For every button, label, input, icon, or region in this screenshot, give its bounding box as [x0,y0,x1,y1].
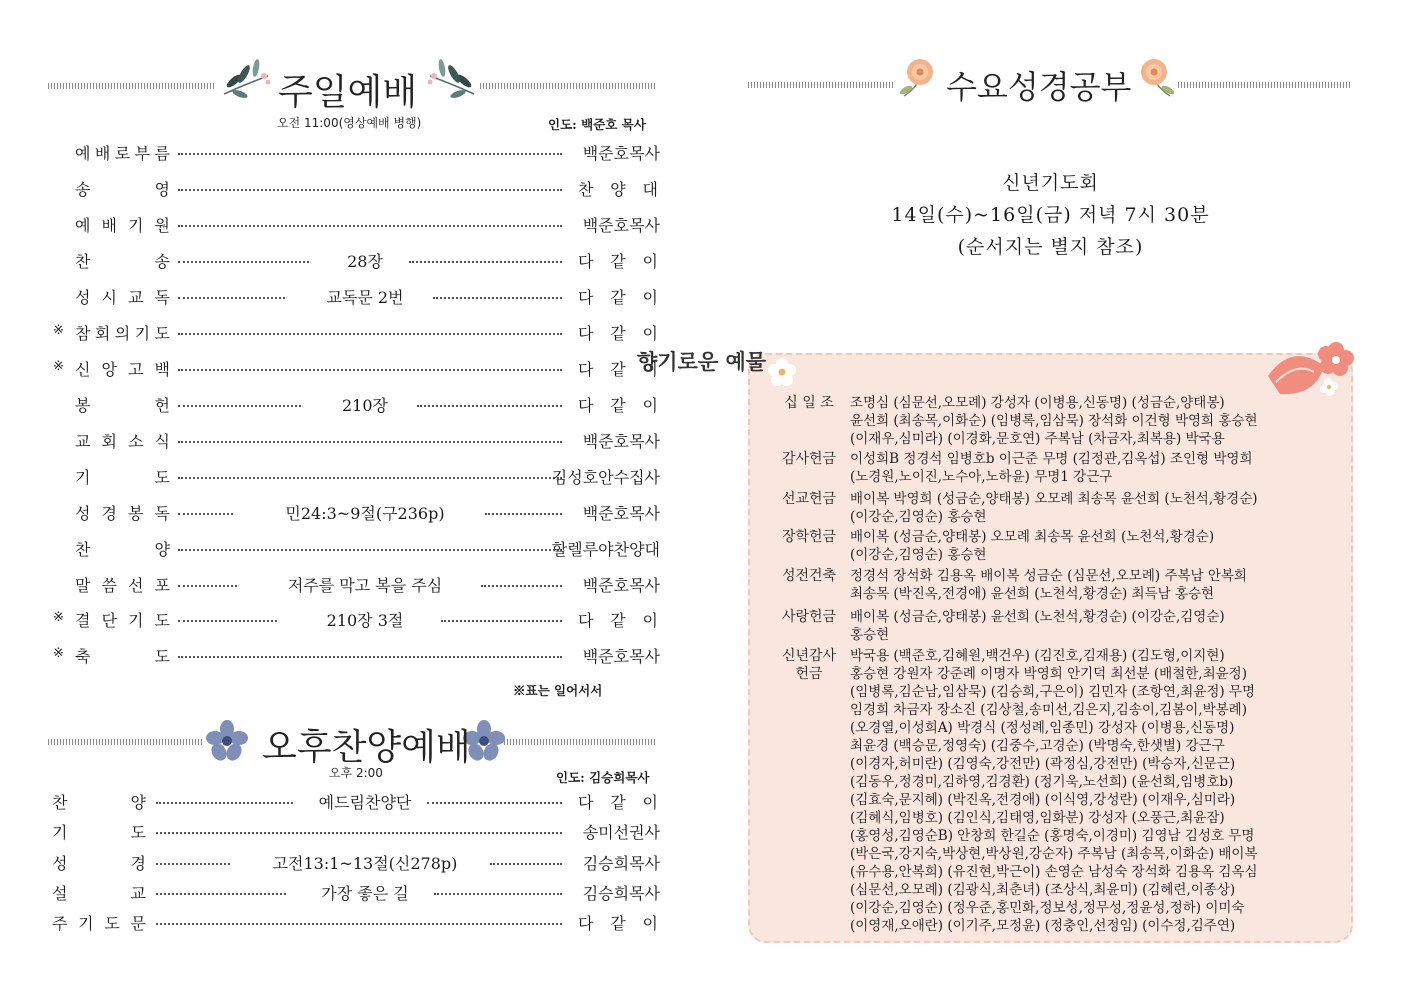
offering-category-line: 사랑헌금 [781,609,837,625]
offering-line: (유수용,안복희) (유진현,박근이) 손영순 남성숙 장석화 김용옥 김옥심 [850,864,1258,880]
order-detail: 고전13:1~13절(신278p) [272,854,458,873]
order-label: 송 영 [75,180,170,199]
leaf-sprig-icon [218,56,274,102]
offering-category-line: 신년감사 [781,648,837,664]
leader-dots [178,656,562,658]
order-person: 백준호목사 [582,144,660,163]
offering-category-line: 선교헌금 [781,491,837,507]
standing-mark: ※ [53,646,64,661]
order-person: 다 같 이 [578,360,658,379]
leader-dots [156,832,562,834]
afternoon-leader: 인도: 김승희목사 [556,770,650,785]
order-label: 결 단 기 도 [75,611,170,630]
offering-line: (이경자,허미란) (김영숙,강전만) (곽정심,강전만) (박승자,신문근) [850,756,1236,772]
offering-line: 홍승현 [850,627,890,643]
order-person: 백준호목사 [582,647,660,666]
offering-line: (노경원,노이진,노수아,노하윤) 무명1 강근구 [850,469,1113,485]
offering-category [776,394,842,412]
leader-dots [178,441,562,443]
offering-category-line: 감사헌금 [781,451,837,467]
offering-category [776,528,842,546]
order-detail: 210장 3절 [326,611,404,630]
order-detail: 예드림찬양단 [318,793,412,812]
offering-names [850,490,1350,526]
offering-line: (김동우,정경미,김하영,김경환) (정기욱,노선희) (윤선희,임병호b) [850,774,1234,790]
standing-note: ※표는 일어서서 [513,683,603,698]
order-person: 다 같 이 [578,252,658,271]
order-person: 찬 양 대 [578,180,658,199]
service-order-row [0,285,1403,313]
order-label: 주 기 도 문 [52,914,146,933]
sunday-title: 주일예배 [278,72,418,113]
sunday-time: 오전 11:00(영상예배 병행) [277,116,422,130]
order-person: 백준호목사 [582,504,660,523]
title-rule-left [48,739,204,745]
offering-line: 조명심 (심문선,오모례) 강성자 (이병용,신동명) (성금순,양태봉) [850,395,1225,411]
offering-line: 배이복 (성금순,양태봉) 윤선희 (노천석,황경순) (이강순,김영순) [850,609,1225,625]
sunday-leader: 인도: 백준호 목사 [548,117,646,132]
offering-category-line: 장학헌금 [781,529,837,545]
order-person: 백준호목사 [582,576,660,595]
order-label: 성 시 교 독 [75,288,170,307]
order-label: 참 회 의 기 도 [75,324,170,343]
standing-mark: ※ [53,323,64,338]
order-person: 다 같 이 [578,611,658,630]
offering-line: 최송목 (박진옥,전경애) 윤선희 (노천석,황경순) 최득남 홍승현 [850,586,1215,602]
flower-icon [205,719,249,763]
order-label: 신 앙 고 백 [75,360,170,379]
offering-category [776,490,842,508]
afternoon-title: 오후찬양예배 [262,727,471,768]
order-label: 성 경 [52,854,146,873]
offering-line: 윤선희 (최송목,이화순) (임병록,임삼묵) 장석화 이건형 박영희 홍승현 [850,413,1258,429]
order-label: 봉 헌 [75,396,170,415]
offering-line: (이강순,김영순) 홍승현 [850,509,987,525]
standing-mark: ※ [53,610,64,625]
offering-category-line: 성전건축 [781,568,837,584]
order-detail: 교독문 2번 [326,288,404,307]
order-detail: 210장 [342,396,388,415]
order-label: 예 배 로 부 름 [75,144,170,163]
offering-category-line: 십 일 조 [784,395,834,411]
offering-names [850,647,1350,935]
order-label: 찬 송 [75,252,170,271]
wednesday-event: 신년기도회 [1002,172,1099,194]
offering-names [850,450,1350,486]
offering-names [850,608,1350,644]
leader-dots [178,477,562,479]
offering-line: (홍영성,김영순B) 안창희 한길순 (홍명숙,이경미) 김영남 김성호 무명 [850,828,1255,844]
offering-line: (이강순,김영순) (정우준,홍민화,정보성,정무성,정윤성,정하) 이미숙 [850,900,1245,916]
order-detail: 저주를 막고 복을 주심 [287,576,443,595]
leader-dots [156,923,562,925]
offering-names [850,567,1350,603]
order-detail: 가장 좋은 길 [321,884,409,903]
offering-category [776,647,842,683]
peach-flower-icon [1130,52,1178,102]
order-person: 송미선권사 [582,823,660,842]
title-rule-left [48,83,216,89]
offering-line: (김혜식,임병호) (김인식,김태영,임화분) 강성자 (오풍근,최윤잠) [850,810,1225,826]
title-rule-right [504,739,656,745]
offering-line: (이강순,김영순) 홍승현 [850,547,987,563]
afternoon-time: 오후 2:00 [329,766,383,780]
order-person: 다 같 이 [578,793,658,812]
offering-line: (임병록,김순남,임삼묵) (김승희,구은이) 김민자 (조항연,최윤정) 무명 [850,684,1255,700]
order-detail: 28장 [347,252,383,271]
title-rule-right [480,83,656,89]
offering-names [850,528,1350,564]
offering-category [776,608,842,626]
offering-line: 홍승현 강원자 강준례 이명자 박영희 안기덕 최선분 (배철한,최윤정) [850,666,1247,682]
leader-dots [178,153,562,155]
order-label: 설 교 [52,884,146,903]
offering-category-line: 헌금 [795,666,823,682]
title-rule-left [748,82,894,88]
offering-line: (오경열,이성희A) 박경식 (정성례,임종민) 강성자 (이병용,신동명) [850,720,1235,736]
order-label: 기 도 [52,823,146,842]
order-person: 김승희목사 [582,854,660,873]
order-person: 다 같 이 [578,288,658,307]
offering-line: (심문선,오모례) (김광식,최춘녀) (조상식,최윤미) (김혜련,이종상) [850,882,1236,898]
service-order-row [0,141,1403,169]
offering-line: 임경희 차금자 장소진 (김상철,송미선,김은지,김송이,김봄이,박봉례) [850,702,1247,718]
offerings-title: 향기로운 예물 [636,350,767,374]
order-label: 기 도 [75,468,170,487]
wednesday-schedule: 14일(수)~16일(금) 저녁 7시 30분 [891,204,1210,226]
offering-line: (김효숙,문지혜) (박진옥,전경애) (이식영,강성란) (이재우,심미라) [850,792,1236,808]
order-label: 찬 양 [52,793,146,812]
order-person: 다 같 이 [578,324,658,343]
leader-dots [178,549,562,551]
offering-line: (이재우,심미라) (이경화,문호연) 주복남 (차금자,최복용) 박국용 [850,431,1225,447]
offering-line: 이성희B 정경석 임병호b 이근준 무명 (김정관,김옥섭) 조인형 박영희 [850,451,1253,467]
offering-line: (이영재,오애란) (이기주,모정윤) (정충인,선정임) (이수정,김주연) [850,918,1236,934]
order-person: 할렐루야찬양대 [551,540,660,559]
order-label: 예 배 기 원 [75,216,170,235]
order-label: 교 회 소 식 [75,432,170,451]
order-label: 찬 양 [75,540,170,559]
wednesday-note: (순서지는 별지 참조) [957,236,1144,258]
order-label: 축 도 [75,647,170,666]
offering-line: 배이복 (성금순,양태봉) 오모례 최송목 윤선희 (노천석,황경순) [850,529,1215,545]
order-person: 백준호목사 [582,432,660,451]
offering-line: 정경석 장석화 김용옥 배이복 성금순 (심문선,오모례) 주복남 안복희 [850,568,1247,584]
title-rule-right [1178,82,1352,88]
leaf-sprig-icon [424,56,480,102]
offering-line: 박국용 (백준호,김혜원,백건우) (김진호,김재용) (김도형,이지현) [850,648,1225,664]
order-person: 김성호안수집사 [551,468,660,487]
peach-flower-icon [896,52,944,102]
offering-names [850,394,1350,448]
offering-line: 최윤경 (백승문,정영숙) (김중수,고경순) (박명숙,한샛별) 강근구 [850,738,1225,754]
offering-line: 배이복 박영희 (성금순,양태봉) 오모례 최송목 윤선희 (노천석,황경순) [850,491,1258,507]
wednesday-title: 수요성경공부 [946,68,1132,106]
offering-line: (박은국,강지숙,박상현,박상원,강순자) 주복남 (최송목,이화순) 배이복 [850,846,1258,862]
service-order-row [0,321,1403,349]
leader-dots [178,225,562,227]
order-person: 김승희목사 [582,884,660,903]
order-label: 말 씀 선 포 [75,576,170,595]
leader-dots [178,333,562,335]
order-detail: 민24:3~9절(구236p) [285,504,445,523]
leader-dots [178,189,562,191]
order-person: 다 같 이 [578,396,658,415]
order-person: 백준호목사 [582,216,660,235]
offering-category [776,567,842,585]
offering-category [776,450,842,468]
order-person: 다 같 이 [578,914,658,933]
standing-mark: ※ [53,359,64,374]
order-label: 성 경 봉 독 [75,504,170,523]
